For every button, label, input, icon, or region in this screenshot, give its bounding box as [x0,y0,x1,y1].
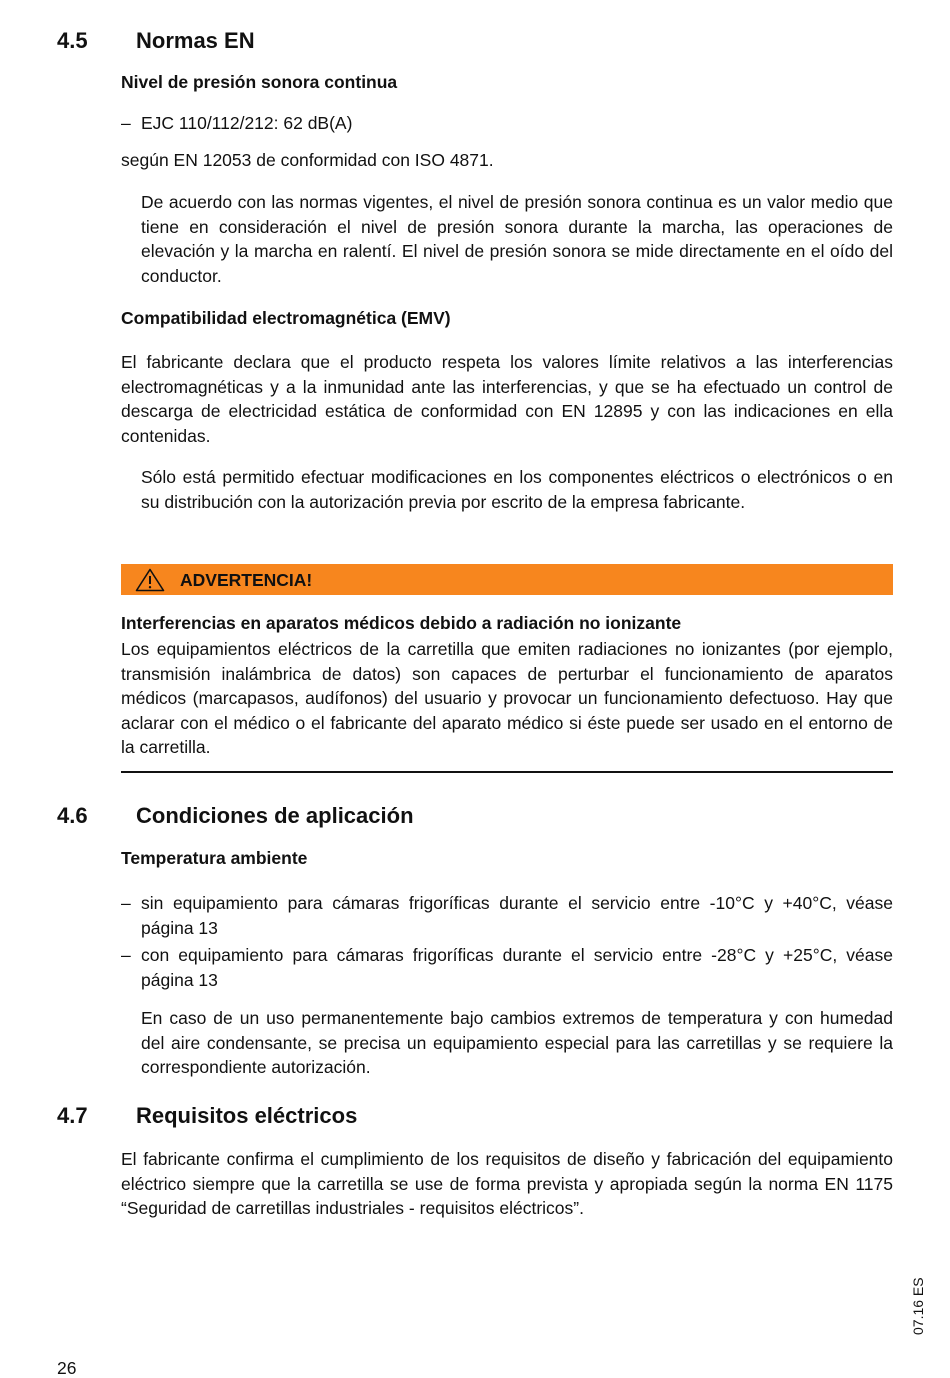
warning-text: Los equipamientos eléctricos de la carretilla que emiten radiaciones no ionizantes (por ejemplo, transmisión inalámbrica de datos) son capaces de perturbar el funcionamiento de aparatos médicos (marcapasos, audífonos) del usuario y provocar un funcionamiento defectuoso. Hay que aclarar con el médico o el fabricante del aparato médico si éste puede ser usado en el entorno de la carretilla. [121,639,893,757]
section-heading-4-5 [57,28,255,54]
noise-standard-text: según EN 12053 de conformidad con ISO 4871. [121,150,494,170]
bullet-text: EJC 110/112/212: 62 dB(A) [141,113,353,133]
temperature-bullet [121,891,893,940]
noise-note-text: De acuerdo con las normas vigentes, el nivel de presión sonora continua es un valor medio que tiene en consideración el nivel de presión sonora durante la marcha, las operaciones de elevación y la marcha en ralentí. El nivel de presión sonora se mide directamente en el oído del conductor. [141,192,893,286]
noise-level-heading: Nivel de presión sonora continua [121,72,398,92]
emc-note-text: Sólo está permitido efectuar modificaciones en los componentes eléctricos o electrónicos o en su distribución con la autorización previa por escrito de la empresa fabricante. [141,467,893,512]
warning-label: ADVERTENCIA! [180,570,313,590]
noise-level-bullet [121,111,893,136]
electrical-requirements-text: El fabricante confirma el cumplimiento de los requisitos de diseño y fabricación del equipamiento eléctrico siempre que la carretilla se use de forma prevista y apropiada según la norma EN 1175 “Seguridad de carretillas industriales - requisitos eléctricos”. [121,1149,893,1218]
temperature-note-text: En caso de un uso permanentemente bajo cambios extremos de temperatura y con humedad del aire condensante, se precisa un equipamiento especial para las carretillas y se requiere la correspondiente autorización. [141,1008,893,1077]
section-heading-4-7 [57,1103,357,1129]
document-code: 07.16 ES [910,1277,926,1335]
section-number: 4.5 [57,28,88,53]
bullet-text: con equipamiento para cámaras frigoríficas durante el servicio entre -28°C y +25°C, véase página 13 [141,945,893,990]
page-number: 26 [57,1358,77,1378]
warning-triangle-icon [135,568,165,592]
section-number: 4.7 [57,1103,88,1128]
bullet-dash: – [121,113,131,133]
temperature-bullet [121,943,893,992]
bullet-dash: – [121,893,131,913]
emc-heading: Compatibilidad electromagnética (EMV) [121,308,451,328]
bullet-text: sin equipamiento para cámaras frigoríficas durante el servicio entre -10°C y +40°C, véase página 13 [141,893,893,938]
bullet-dash: – [121,945,131,965]
section-title: Requisitos eléctricos [136,1103,358,1128]
section-title: Normas EN [136,28,255,53]
warning-divider [121,771,893,773]
section-heading-4-6 [57,803,414,829]
section-title: Condiciones de aplicación [136,803,414,828]
warning-bar [121,564,893,595]
temperature-heading: Temperatura ambiente [121,848,308,868]
section-number: 4.6 [57,803,88,828]
warning-heading: Interferencias en aparatos médicos debido a radiación no ionizante [121,613,682,633]
emc-text: El fabricante declara que el producto respeta los valores límite relativos a las interferencias electromagnéticas y a la inmunidad ante las interferencias, y que se ha efectuado un control de descarga de electricidad estática de conformidad con EN 12895 y con las indicaciones en ella contenidas. [121,352,893,446]
